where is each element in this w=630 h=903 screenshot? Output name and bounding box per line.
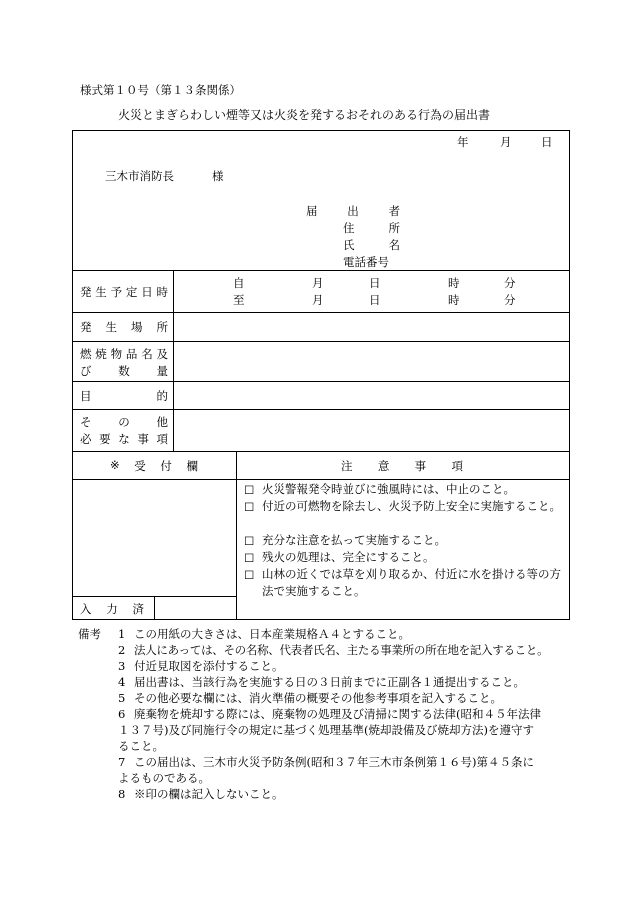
- form-number: 様式第１０号（第１３条関係）: [80, 83, 241, 97]
- label-place: 発 生 場 所: [80, 320, 168, 334]
- label-purpose: 目 的: [80, 389, 168, 403]
- remark-num-1: 1: [118, 627, 126, 641]
- note-1: 火災警報発令時並びに強風時には、中止のこと。: [262, 482, 515, 496]
- date-month: 月: [500, 135, 512, 149]
- note-5: 山林の近くでは草を刈り取るか、付近に水を掛ける等の方法で実施すること。: [262, 567, 561, 598]
- form-title: 火災とまぎらわしい煙等又は火炎を発するおそれのある行為の届出書: [118, 108, 491, 122]
- note-checkbox-2[interactable]: ☐: [244, 500, 255, 514]
- to-day: 日: [369, 293, 381, 307]
- remark-6-line-2: １３７号)及び同施行令の規定に基づく処理基準(焼却設備及び焼却方法)を遵守す: [118, 723, 534, 737]
- date-day: 日: [541, 135, 553, 149]
- remark-num-4: 4: [118, 675, 126, 689]
- label-materials-2: び 数 量: [80, 364, 168, 378]
- to-minute: 分: [504, 293, 516, 307]
- remark-8: ※印の欄は記入しないこと。: [134, 787, 284, 801]
- addressee-name: 三木市消防長: [105, 169, 174, 183]
- note-4: 残火の処理は、完全にすること。: [262, 550, 435, 564]
- note-checkbox-5[interactable]: ☐: [244, 568, 255, 582]
- label-datetime: 発 生 予 定 日 時: [80, 285, 168, 299]
- remark-7-line-1: この届出は、三木市火災予防条例(昭和３７年三木市条例第１６号)第４５条に: [134, 755, 534, 769]
- from-month: 月: [312, 276, 324, 290]
- remark-5: その他必要な欄には、消火準備の概要その他参考事項を記入すること。: [134, 691, 502, 705]
- remark-2: 法人にあっては、その名称、代表者氏名、主たる事業所の所在地を記入すること。: [134, 643, 549, 657]
- date-year: 年: [457, 135, 469, 149]
- notes-header: 注 意 事 項: [341, 459, 463, 473]
- from-hour: 時: [448, 276, 460, 290]
- notifier-name-label: 氏 名: [343, 238, 400, 252]
- from-label: 自: [233, 276, 245, 290]
- remark-num-2: 2: [118, 643, 126, 657]
- to-label: 至: [233, 293, 245, 307]
- remark-1: この用紙の大きさは、日本産業規格Ａ４とすること。: [134, 627, 410, 641]
- to-hour: 時: [448, 293, 460, 307]
- remark-6-line-1: 廃棄物を焼却する際には、廃棄物の処理及び清掃に関する法律(昭和４５年法律: [134, 707, 541, 721]
- note-checkbox-4[interactable]: ☐: [244, 551, 255, 565]
- remark-3: 付近見取図を添付すること。: [134, 659, 284, 673]
- from-day: 日: [369, 276, 381, 290]
- label-other-1: そ の 他: [80, 415, 168, 429]
- remark-4: 届出書は、当該行為を実施する日の３日前までに正副各１通提出すること。: [134, 675, 525, 689]
- remark-num-6: 6: [118, 707, 126, 721]
- from-minute: 分: [504, 276, 516, 290]
- to-month: 月: [312, 293, 324, 307]
- notifier-address-label: 住 所: [343, 221, 400, 235]
- remarks-label: 備考: [78, 627, 101, 641]
- remark-7-line-2: よるものである。: [118, 771, 210, 785]
- notifier-label: 届 出 者: [306, 204, 400, 218]
- note-2: 付近の可燃物を除去し、火災予防上安全に実施すること。: [262, 499, 561, 513]
- remark-num-7: 7: [118, 755, 126, 769]
- input-done-label: 入 力 済: [80, 602, 144, 616]
- remark-6-line-3: ること。: [118, 739, 164, 753]
- label-materials-1: 燃 焼 物 品 名 及: [80, 347, 168, 361]
- addressee-honorific: 様: [212, 169, 224, 183]
- reception-header: ※ 受 付 欄: [110, 458, 198, 473]
- note-3: 充分な注意を払って実施すること。: [262, 533, 446, 547]
- note-checkbox-1[interactable]: ☐: [244, 483, 255, 497]
- note-checkbox-3[interactable]: ☐: [244, 534, 255, 548]
- notifier-phone-label: 電話番号: [343, 255, 389, 269]
- remark-num-5: 5: [118, 691, 126, 705]
- remark-num-8: 8: [118, 787, 126, 801]
- remark-num-3: 3: [118, 659, 126, 673]
- label-other-2: 必 要 な 事 項: [80, 432, 168, 446]
